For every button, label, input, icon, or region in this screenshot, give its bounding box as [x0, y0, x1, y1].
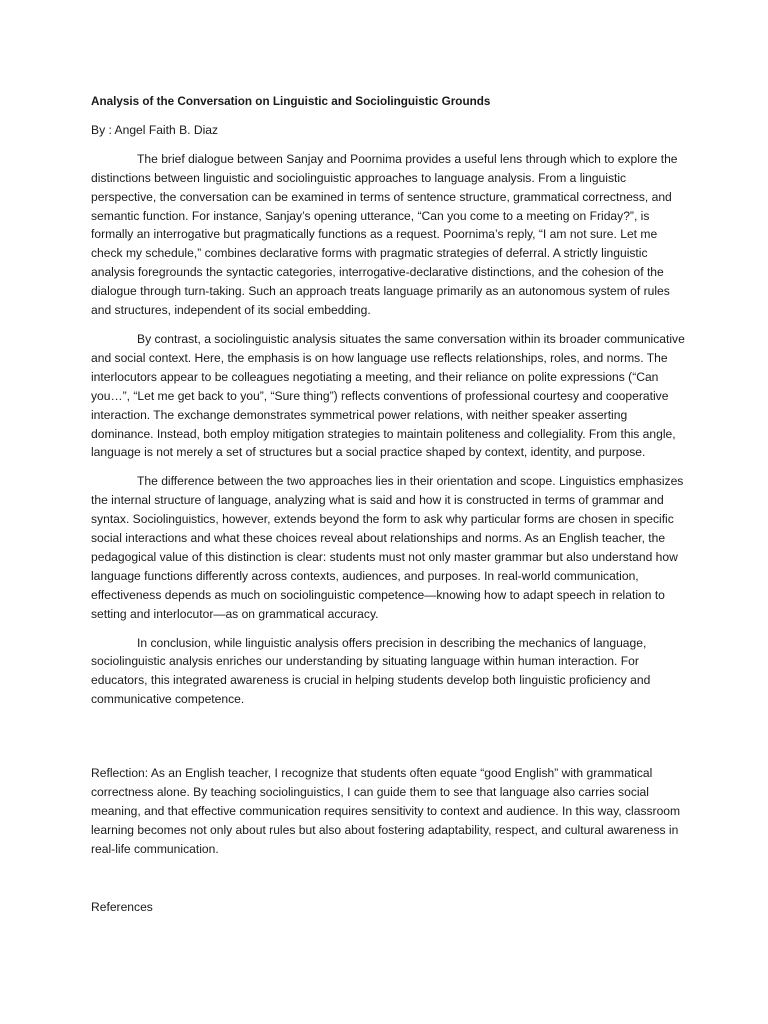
body-paragraph-1: The brief dialogue between Sanjay and Poornima provides a useful lens through which to explore the distinctions between linguistic and sociolinguistic approaches to language analysis. From a linguistic perspective, the conversation can be examined in terms of sentence structure, grammatical correctness, and semantic function. For instance, Sanjay’s opening utterance, “Can you come to a meeting on Friday?”, is formally an interrogative but pragmatically functions as a request. Poornima’s reply, “I am not sure. Let me check my schedule,” combines declarative forms with pragmatic strategies of deferral. A strictly linguistic analysis foregrounds the syntactic categories, interrogative-declarative distinctions, and the cohesion of the dialogue through turn-taking. Such an approach treats language primarily as an autonomous system of rules and structures, independent of its social embedding. [91, 151, 678, 318]
body-paragraph-3: The difference between the two approaches lies in their orientation and scope. Linguistics emphasizes the internal structure of language, analyzing what is said and how it is constructed in terms of grammar and syntax. Sociolinguistics, however, extends beyond the form to ask why particular forms are chosen in specific social interactions and what these choices reveal about relationships and norms. As an English teacher, the pedagogical value of this distinction is clear: students must not only master grammar but also understand how language functions differently across contexts, audiences, and purposes. In real-world communication, effectiveness depends as much on sociolinguistic competence—knowing how to adapt speech in relation to setting and interlocutor—as on grammatical accuracy. [91, 474, 684, 621]
document-title: Analysis of the Conversation on Linguistic and Sociolinguistic Grounds [91, 95, 491, 108]
body-paragraph-2: By contrast, a sociolinguistic analysis situates the same conversation within its broader communicative and social context. Here, the emphasis is on how language use reflects relationships, roles, and norms. The interlocutors appear to be colleagues negotiating a meeting, and their reliance on polite expressions (“Can you…”, “Let me get back to you”, “Sure thing”) reflects conventions of professional courtesy and cooperative interaction. The exchange demonstrates symmetrical power relations, with neither speaker asserting dominance. Instead, both employ mitigation strategies to maintain politeness and collegiality. From this angle, language is not merely a set of structures but a social practice shaped by context, identity, and purpose. [91, 331, 685, 460]
reflection-paragraph: Reflection: As an English teacher, I recognize that students often equate “good English” with grammatical correctness alone. By teaching sociolinguistics, I can guide them to see that language also carries social meaning, and that effective communication requires sensitivity to context and audience. In this way, classroom learning becomes not only about rules but also about fostering adaptability, respect, and cultural awareness in real-life communication. [91, 766, 681, 856]
author-byline: By : Angel Faith B. Diaz [91, 122, 219, 137]
references-heading: References [91, 900, 153, 914]
document-page [91, 93, 685, 914]
body-paragraph-4: In conclusion, while linguistic analysis offers precision in describing the mechanics of language, sociolinguistic analysis enriches our understanding by situating language within human interaction. For educators, this integrated awareness is crucial in helping students develop both linguistic proficiency and communicative competence. [91, 635, 651, 707]
